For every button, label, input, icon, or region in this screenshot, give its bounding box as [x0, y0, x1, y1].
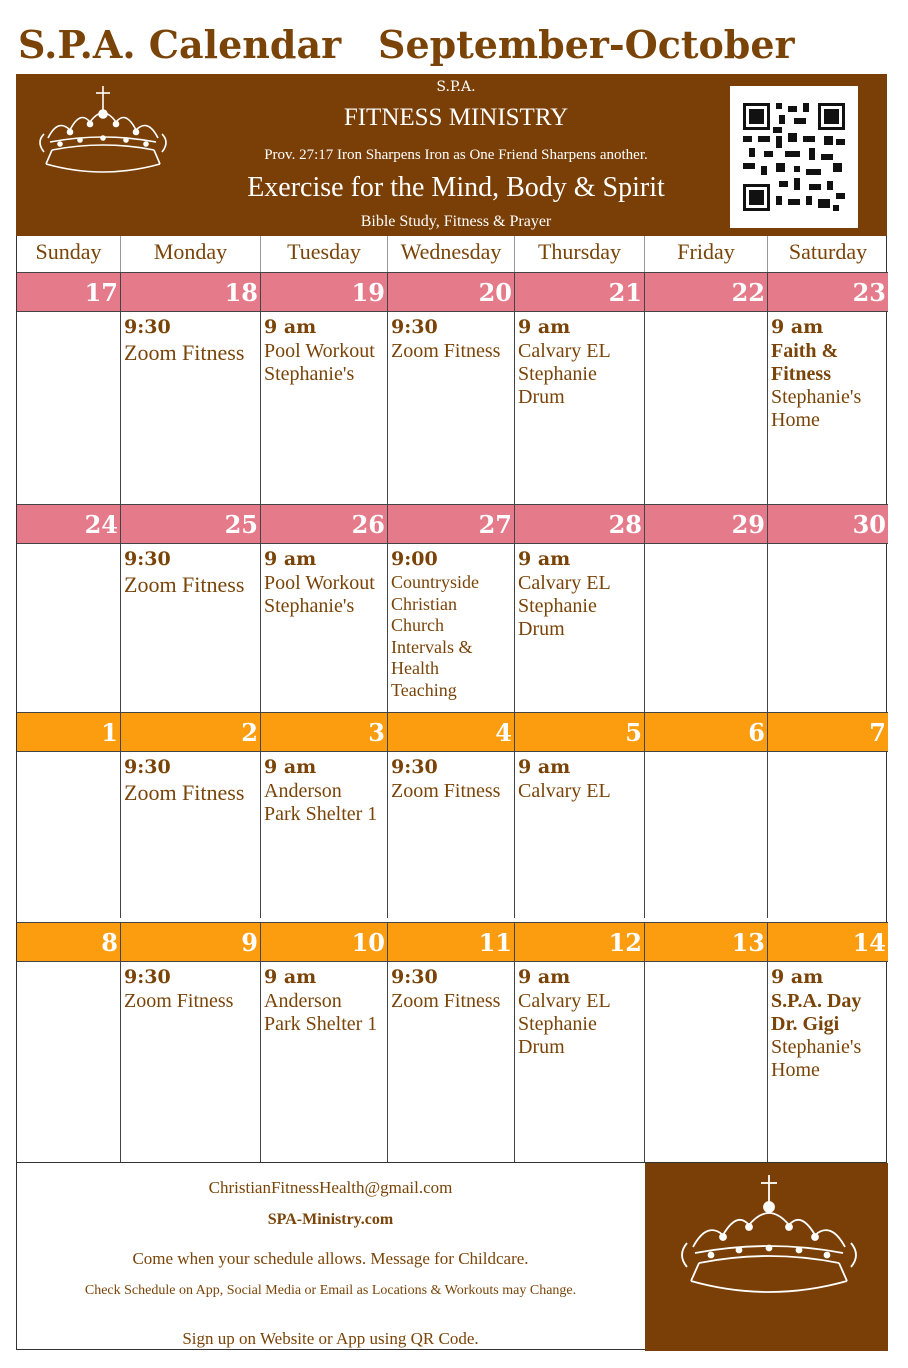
event-detail: Health: [391, 658, 439, 678]
weekday-tuesday: Tuesday: [261, 236, 388, 272]
day-cell-wednesday[interactable]: [388, 312, 515, 504]
day-cell-monday[interactable]: [121, 752, 261, 918]
event-time: 9 am: [518, 548, 571, 570]
date-number-tuesday: 3: [261, 712, 388, 752]
event-detail: Calvary EL: [518, 340, 611, 362]
footer-website[interactable]: SPA-Ministry.com: [267, 1211, 394, 1228]
day-cell-friday[interactable]: [645, 544, 768, 712]
day-cell-thursday[interactable]: [515, 544, 645, 712]
event-time: 9:30: [391, 756, 438, 778]
date-number-monday: 25: [121, 504, 261, 544]
day-cell-saturday[interactable]: [768, 312, 888, 504]
event-detail: Zoom Fitness: [391, 990, 501, 1012]
event-detail: Pool Workout: [264, 572, 375, 594]
event-detail: Park Shelter 1: [264, 1013, 378, 1035]
date-number-saturday: 7: [768, 712, 888, 752]
event-detail: Faith &: [771, 340, 839, 362]
day-cell-monday[interactable]: [121, 544, 261, 712]
date-number-thursday: 28: [515, 504, 645, 544]
date-number-friday: 6: [645, 712, 768, 752]
event-detail: S.P.A. Day: [771, 990, 862, 1012]
event-detail: Zoom Fitness: [124, 340, 245, 365]
event-time: 9 am: [518, 316, 571, 338]
event-detail: Drum: [518, 386, 565, 408]
event-detail: Drum: [518, 1036, 565, 1058]
footer: [16, 1162, 887, 1350]
event-detail: Stephanie's: [771, 1036, 862, 1058]
date-number-tuesday: 19: [261, 272, 388, 312]
banner-proverb: Prov. 27:17 Iron Sharpens Iron as One Friend Sharpens another.: [264, 147, 648, 163]
event-detail: Stephanie's: [264, 363, 355, 385]
banner-ministry: FITNESS MINISTRY: [343, 104, 569, 131]
day-cell-monday[interactable]: [121, 962, 261, 1162]
event-time: 9:30: [124, 548, 171, 570]
event-detail: Fitness: [771, 363, 831, 385]
day-cell-tuesday[interactable]: [261, 752, 388, 918]
date-number-thursday: 5: [515, 712, 645, 752]
event-detail: Zoom Fitness: [391, 780, 501, 802]
event-detail: Stephanie: [518, 1013, 597, 1035]
calendar-grid: [16, 236, 887, 1162]
date-number-sunday: 8: [17, 922, 121, 962]
event-detail: Calvary EL: [518, 572, 611, 594]
event-time: 9 am: [518, 756, 571, 778]
weekday-wednesday: Wednesday: [388, 236, 515, 272]
day-cell-sunday[interactable]: [17, 544, 121, 712]
date-number-sunday: 1: [17, 712, 121, 752]
day-cell-thursday[interactable]: [515, 962, 645, 1162]
banner-subtitle: Bible Study, Fitness & Prayer: [360, 213, 552, 230]
event-detail: Zoom Fitness: [124, 990, 234, 1012]
event-detail: Home: [771, 1059, 820, 1081]
day-cell-saturday[interactable]: [768, 962, 888, 1162]
footer-crown-logo-icon: [645, 1163, 888, 1351]
event-detail: Calvary EL: [518, 780, 611, 802]
day-cell-wednesday[interactable]: [388, 752, 515, 918]
day-cell-sunday[interactable]: [17, 312, 121, 504]
date-number-monday: 2: [121, 712, 261, 752]
event-detail: Anderson: [264, 990, 342, 1012]
weekday-monday: Monday: [121, 236, 261, 272]
weekday-friday: Friday: [645, 236, 768, 272]
weekday-header: [17, 236, 888, 272]
date-number-wednesday: 20: [388, 272, 515, 312]
page-header: [18, 22, 898, 72]
weekday-sunday: Sunday: [17, 236, 121, 272]
day-cell-thursday[interactable]: [515, 752, 645, 918]
footer-text: [17, 1163, 644, 1351]
day-cell-wednesday[interactable]: [388, 544, 515, 712]
event-detail: Zoom Fitness: [124, 780, 245, 805]
date-number-tuesday: 10: [261, 922, 388, 962]
date-number-wednesday: 11: [388, 922, 515, 962]
date-number-saturday: 14: [768, 922, 888, 962]
event-detail: Calvary EL: [518, 990, 611, 1012]
day-cell-monday[interactable]: [121, 312, 261, 504]
event-detail: Stephanie: [518, 595, 597, 617]
day-cell-tuesday[interactable]: [261, 962, 388, 1162]
date-number-sunday: 17: [17, 272, 121, 312]
date-number-friday: 29: [645, 504, 768, 544]
crown-logo-icon: [30, 80, 180, 232]
ministry-banner: [16, 74, 887, 236]
event-time: 9 am: [264, 756, 317, 778]
event-detail: Church: [391, 615, 444, 635]
day-cell-friday[interactable]: [645, 962, 768, 1162]
date-number-friday: 13: [645, 922, 768, 962]
footer-note-signup: Sign up on Website or App using QR Code.: [182, 1329, 479, 1348]
date-number-wednesday: 4: [388, 712, 515, 752]
day-cell-wednesday[interactable]: [388, 962, 515, 1162]
banner-text: [196, 74, 716, 236]
weekday-thursday: Thursday: [515, 236, 645, 272]
event-time: 9:30: [124, 316, 171, 338]
day-cell-friday[interactable]: [645, 312, 768, 504]
calendar-months: September-October: [378, 22, 795, 67]
date-number-saturday: 30: [768, 504, 888, 544]
event-detail: Zoom Fitness: [124, 572, 245, 597]
date-number-monday: 9: [121, 922, 261, 962]
event-time: 9 am: [771, 316, 824, 338]
event-detail: Drum: [518, 618, 565, 640]
footer-note-childcare: Come when your schedule allows. Message for Childcare.: [132, 1249, 529, 1268]
event-detail: Park Shelter 1: [264, 803, 378, 825]
event-time: 9:30: [124, 756, 171, 778]
banner-spa: S.P.A.: [436, 79, 476, 95]
calendar-title: S.P.A. Calendar: [18, 22, 342, 67]
day-cell-friday[interactable]: [645, 752, 768, 918]
event-detail: Zoom Fitness: [391, 340, 501, 362]
event-time: 9:30: [124, 966, 171, 988]
day-cell-sunday[interactable]: [17, 752, 121, 918]
day-cell-saturday[interactable]: [768, 544, 888, 712]
event-detail: Christian: [391, 593, 457, 614]
event-time: 9:30: [391, 966, 438, 988]
day-cell-tuesday[interactable]: [261, 312, 388, 504]
day-cell-tuesday[interactable]: [261, 544, 388, 712]
day-cell-sunday[interactable]: [17, 962, 121, 1162]
event-detail: Stephanie's: [264, 595, 355, 617]
event-detail: Stephanie's: [771, 386, 862, 408]
event-detail: Teaching: [391, 679, 457, 700]
event-detail: Pool Workout: [264, 340, 375, 362]
qr-code-icon[interactable]: [730, 86, 858, 228]
weekday-saturday: Saturday: [788, 239, 868, 264]
event-time: 9:00: [391, 548, 438, 570]
event-time: 9 am: [264, 966, 317, 988]
event-detail: Intervals &: [391, 636, 473, 657]
date-number-thursday: 21: [515, 272, 645, 312]
day-cell-saturday[interactable]: [768, 752, 888, 918]
date-number-thursday: 12: [515, 922, 645, 962]
day-cell-thursday[interactable]: [515, 312, 645, 504]
event-time: 9:30: [391, 316, 438, 338]
event-time: 9 am: [264, 316, 317, 338]
event-detail: Anderson: [264, 780, 342, 802]
event-time: 9 am: [518, 966, 571, 988]
footer-note-schedule: Check Schedule on App, Social Media or Email as Locations & Workouts may Change.: [84, 1283, 577, 1298]
date-number-friday: 22: [645, 272, 768, 312]
event-detail: Stephanie: [518, 363, 597, 385]
date-number-wednesday: 27: [388, 504, 515, 544]
event-detail: Home: [771, 409, 820, 431]
footer-email[interactable]: ChristianFitnessHealth@gmail.com: [208, 1178, 453, 1197]
date-number-sunday: 24: [17, 504, 121, 544]
date-number-monday: 18: [121, 272, 261, 312]
banner-tagline: Exercise for the Mind, Body & Spirit: [247, 172, 665, 203]
event-detail: Countryside: [391, 572, 479, 592]
date-number-saturday: 23: [768, 272, 888, 312]
event-detail: Dr. Gigi: [771, 1013, 840, 1035]
date-number-tuesday: 26: [261, 504, 388, 544]
event-time: 9 am: [264, 548, 317, 570]
event-time: 9 am: [771, 966, 824, 988]
